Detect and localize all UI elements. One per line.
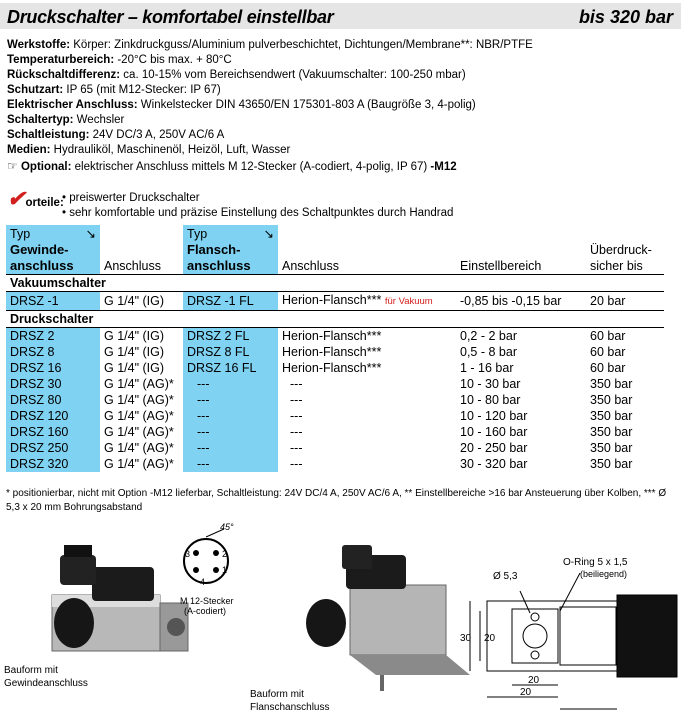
dim-20-b: 20 xyxy=(520,687,532,698)
cell-anschluss2: --- xyxy=(290,457,303,471)
cell-anschluss2: --- xyxy=(290,393,303,407)
pointing-hand-icon: ☞ xyxy=(7,159,18,173)
cell-anschluss2: --- xyxy=(290,409,303,423)
spec-line xyxy=(7,83,221,97)
oring-label: O-Ring 5 x 1,5 xyxy=(563,557,628,568)
col-einstellbereich: Einstellbereich xyxy=(460,259,542,273)
cell-typ2: DRSZ 16 FL xyxy=(183,360,278,376)
flange-drawing xyxy=(470,573,677,709)
spec-line xyxy=(7,53,232,67)
optional-line xyxy=(7,159,457,174)
caption-bauform1b: Gewindeanschluss xyxy=(4,678,88,689)
figures xyxy=(0,515,687,723)
cell-anschluss: G 1/4" (AG)* xyxy=(104,409,174,423)
caption-bauform2: Bauform mit xyxy=(250,689,304,700)
dim-20-a: 20 xyxy=(528,675,540,686)
diameter-label: Ø 5,3 xyxy=(493,571,518,582)
table-row xyxy=(6,440,664,456)
cell-typ: DRSZ 16 xyxy=(6,360,100,376)
cell-max: 350 bar xyxy=(590,409,633,423)
vorteil-1: preiswerter Druckschalter xyxy=(69,192,200,204)
switch-flange-image xyxy=(306,545,470,691)
vorteile-label: orteile: xyxy=(25,197,64,209)
table-row xyxy=(6,392,664,408)
cell-typ2: --- xyxy=(183,376,278,392)
spec-value: Winkelstecker DIN 43650/EN 175301-803 A (Baugröße 3, 4-polig) xyxy=(137,99,476,111)
table-row xyxy=(6,456,664,472)
spec-label: Schaltertyp: xyxy=(7,114,74,126)
product-table xyxy=(6,225,664,472)
cell-max: 350 bar xyxy=(590,425,633,439)
col-typ-flansch: Typ ↘ Flansch- anschluss xyxy=(183,225,278,275)
spec-value: 24V DC/3 A, 250V AC/6 A xyxy=(89,129,225,141)
col-ueberdruck: Überdruck- sicher bis xyxy=(590,243,652,273)
optional-code: -M12 xyxy=(430,161,457,173)
cell-range: 1 - 16 bar xyxy=(460,361,514,375)
cell-range: 10 - 80 bar xyxy=(460,393,521,407)
cell-typ2: --- xyxy=(183,456,278,472)
cell-max: 350 bar xyxy=(590,441,633,455)
spec-label: Werkstoffe: xyxy=(7,39,71,51)
cell-typ: DRSZ 2 xyxy=(6,328,100,345)
pin-1: 1 xyxy=(222,565,228,575)
checkmark-icon: ✔ xyxy=(7,186,26,211)
cell-anschluss: G 1/4" (IG) xyxy=(104,345,165,359)
cell-typ: DRSZ 250 xyxy=(6,440,100,456)
list-item: • preiswerter Druckschalter xyxy=(62,192,200,204)
section-row xyxy=(6,311,664,328)
optional-value: elektrischer Anschluss mittels M 12-Stecker (A-codiert, 4-polig, IP 67) xyxy=(71,161,431,173)
spec-line xyxy=(7,68,466,82)
spec-line xyxy=(7,143,290,157)
tool-icon: ↘ xyxy=(85,227,96,241)
cell-typ2: --- xyxy=(183,408,278,424)
section-druck: Druckschalter xyxy=(6,311,664,328)
caption-bauform1: Bauform mit xyxy=(4,665,58,676)
cell-typ: DRSZ 320 xyxy=(6,456,100,472)
cell-anschluss2: Herion-Flansch*** xyxy=(278,328,456,345)
pin-4: 4 xyxy=(200,577,206,587)
pressure-range-title: bis 320 bar xyxy=(578,7,673,27)
vorteil-2: sehr komfortable und präzise Einstellung des Schaltpunktes durch Handrad xyxy=(69,207,454,219)
spec-label: Medien: xyxy=(7,144,51,156)
spec-line xyxy=(7,128,224,142)
cell-anschluss2: Herion-Flansch*** xyxy=(282,345,382,359)
table-row xyxy=(6,328,664,345)
cell-range: 0,2 - 2 bar xyxy=(456,328,586,345)
cell-range: 10 - 120 bar xyxy=(460,409,528,423)
caption-bauform2b: Flanschanschluss xyxy=(250,702,330,713)
optional-label: Optional: xyxy=(20,161,72,173)
cell-anschluss: G 1/4" (AG)* xyxy=(104,457,174,471)
cell-anschluss2: --- xyxy=(290,441,303,455)
spec-value: Wechsler xyxy=(73,114,125,126)
cell-anschluss: G 1/4" (IG) xyxy=(100,328,183,345)
pin-3: 3 xyxy=(185,549,191,559)
table-row xyxy=(6,344,664,360)
table-row xyxy=(6,292,664,311)
spec-line xyxy=(7,38,533,52)
cell-anschluss: G 1/4" (AG)* xyxy=(104,393,174,407)
dim-20-vertical: 20 xyxy=(484,633,496,644)
pin-2: 2 xyxy=(222,549,228,559)
cell-typ2: DRSZ -1 FL xyxy=(183,292,278,311)
section-vakuum: Vakuumschalter xyxy=(6,275,664,292)
cell-range: 10 - 160 bar xyxy=(460,425,528,439)
m12-coded: (A-codiert) xyxy=(184,606,227,616)
cell-anschluss2: --- xyxy=(290,425,303,439)
table-row xyxy=(6,408,664,424)
cell-anschluss2: --- xyxy=(290,377,303,391)
spec-label: Rückschaltdifferenz: xyxy=(7,69,121,81)
table-row xyxy=(6,376,664,392)
cell-max: 350 bar xyxy=(590,457,633,471)
cell-range: 20 - 250 bar xyxy=(460,441,528,455)
col-typ: Typ ↘ Gewinde- anschluss xyxy=(6,225,100,275)
cell-max: 350 bar xyxy=(590,377,633,391)
col-anschluss: Anschluss xyxy=(104,259,161,273)
cell-anschluss: G 1/4" (AG)* xyxy=(104,441,174,455)
title-bar xyxy=(0,3,681,29)
cell-typ2: --- xyxy=(183,424,278,440)
dim-30: 30 xyxy=(460,633,472,644)
section-row xyxy=(6,275,664,292)
spec-line xyxy=(7,113,124,127)
spec-value: -20°C bis max. + 80°C xyxy=(114,54,232,66)
list-item: • sehr komfortable und präzise Einstellung des Schaltpunktes durch Handrad xyxy=(62,207,454,219)
oring-note: (beiliegend) xyxy=(580,569,628,579)
cell-anschluss: G 1/4" (AG)* xyxy=(104,425,174,439)
angle-label: 45° xyxy=(220,522,234,532)
table-row xyxy=(6,360,664,376)
table-header xyxy=(6,225,664,275)
cell-typ: DRSZ 8 xyxy=(6,344,100,360)
spec-value: Hydrauliköl, Maschinenöl, Heizöl, Luft, Wasser xyxy=(50,144,291,156)
cell-max: 350 bar xyxy=(590,393,633,407)
cell-max: 20 bar xyxy=(586,292,664,311)
cell-anschluss2: Herion-Flansch*** für Vakuum xyxy=(278,292,456,311)
spec-label: Elektrischer Anschluss: xyxy=(7,99,138,111)
cell-max: 60 bar xyxy=(590,361,626,375)
cell-range: -0,85 bis -0,15 bar xyxy=(456,292,586,311)
page-title: Druckschalter – komfortabel einstellbar xyxy=(7,7,334,27)
cell-typ2: --- xyxy=(183,440,278,456)
spec-label: Schutzart: xyxy=(7,84,64,96)
cell-anschluss: G 1/4" (IG) xyxy=(104,361,165,375)
cell-max: 60 bar xyxy=(586,328,664,345)
cell-range: 30 - 320 bar xyxy=(460,457,528,471)
vakuum-note: für Vakuum xyxy=(384,296,433,307)
cell-typ2: DRSZ 2 FL xyxy=(183,328,278,345)
cell-anschluss: G 1/4" (IG) xyxy=(100,292,183,311)
m12-label: M 12-Stecker xyxy=(180,596,234,606)
cell-range: 0,5 - 8 bar xyxy=(460,345,517,359)
cell-max: 60 bar xyxy=(590,345,626,359)
spec-line xyxy=(7,98,476,112)
cell-anschluss2: Herion-Flansch*** xyxy=(282,361,382,375)
cell-range: 10 - 30 bar xyxy=(460,377,521,391)
spec-label: Schaltleistung: xyxy=(7,129,90,141)
spec-value: IP 65 (mit M12-Stecker: IP 67) xyxy=(63,84,221,96)
table-row xyxy=(6,424,664,440)
cell-typ: DRSZ 160 xyxy=(6,424,100,440)
cell-typ2: DRSZ 8 FL xyxy=(183,344,278,360)
footnote: * positionierbar, nicht mit Option -M12 lieferbar, Schaltleistung: 24V DC/4 A, 250V AC/6 A, ** Einstellbereiche >16 bar Ansteuerung über Kolben, *** Ø 5,3 x 20 mm Bohrungsabstand xyxy=(6,488,667,513)
tool-icon: ↘ xyxy=(263,227,274,241)
vorteile-heading xyxy=(7,186,64,212)
cell-typ: DRSZ 80 xyxy=(6,392,100,408)
cell-typ: DRSZ -1 xyxy=(6,292,100,311)
cell-typ2: --- xyxy=(183,392,278,408)
cell-anschluss: G 1/4" (AG)* xyxy=(104,377,174,391)
spec-value: ca. 10-15% vom Bereichsendwert (Vakuumschalter: 100-250 mbar) xyxy=(120,69,466,81)
switch-thread-image xyxy=(52,545,191,651)
vorteile-list xyxy=(62,191,453,221)
col-anschluss-2: Anschluss xyxy=(282,259,339,273)
cell-typ: DRSZ 30 xyxy=(6,376,100,392)
spec-value: Körper: Zinkdruckguss/Aluminium pulverbeschichtet, Dichtungen/Membrane**: NBR/PTFE xyxy=(70,39,533,51)
spec-label: Temperaturbereich: xyxy=(7,54,115,66)
cell-typ: DRSZ 120 xyxy=(6,408,100,424)
